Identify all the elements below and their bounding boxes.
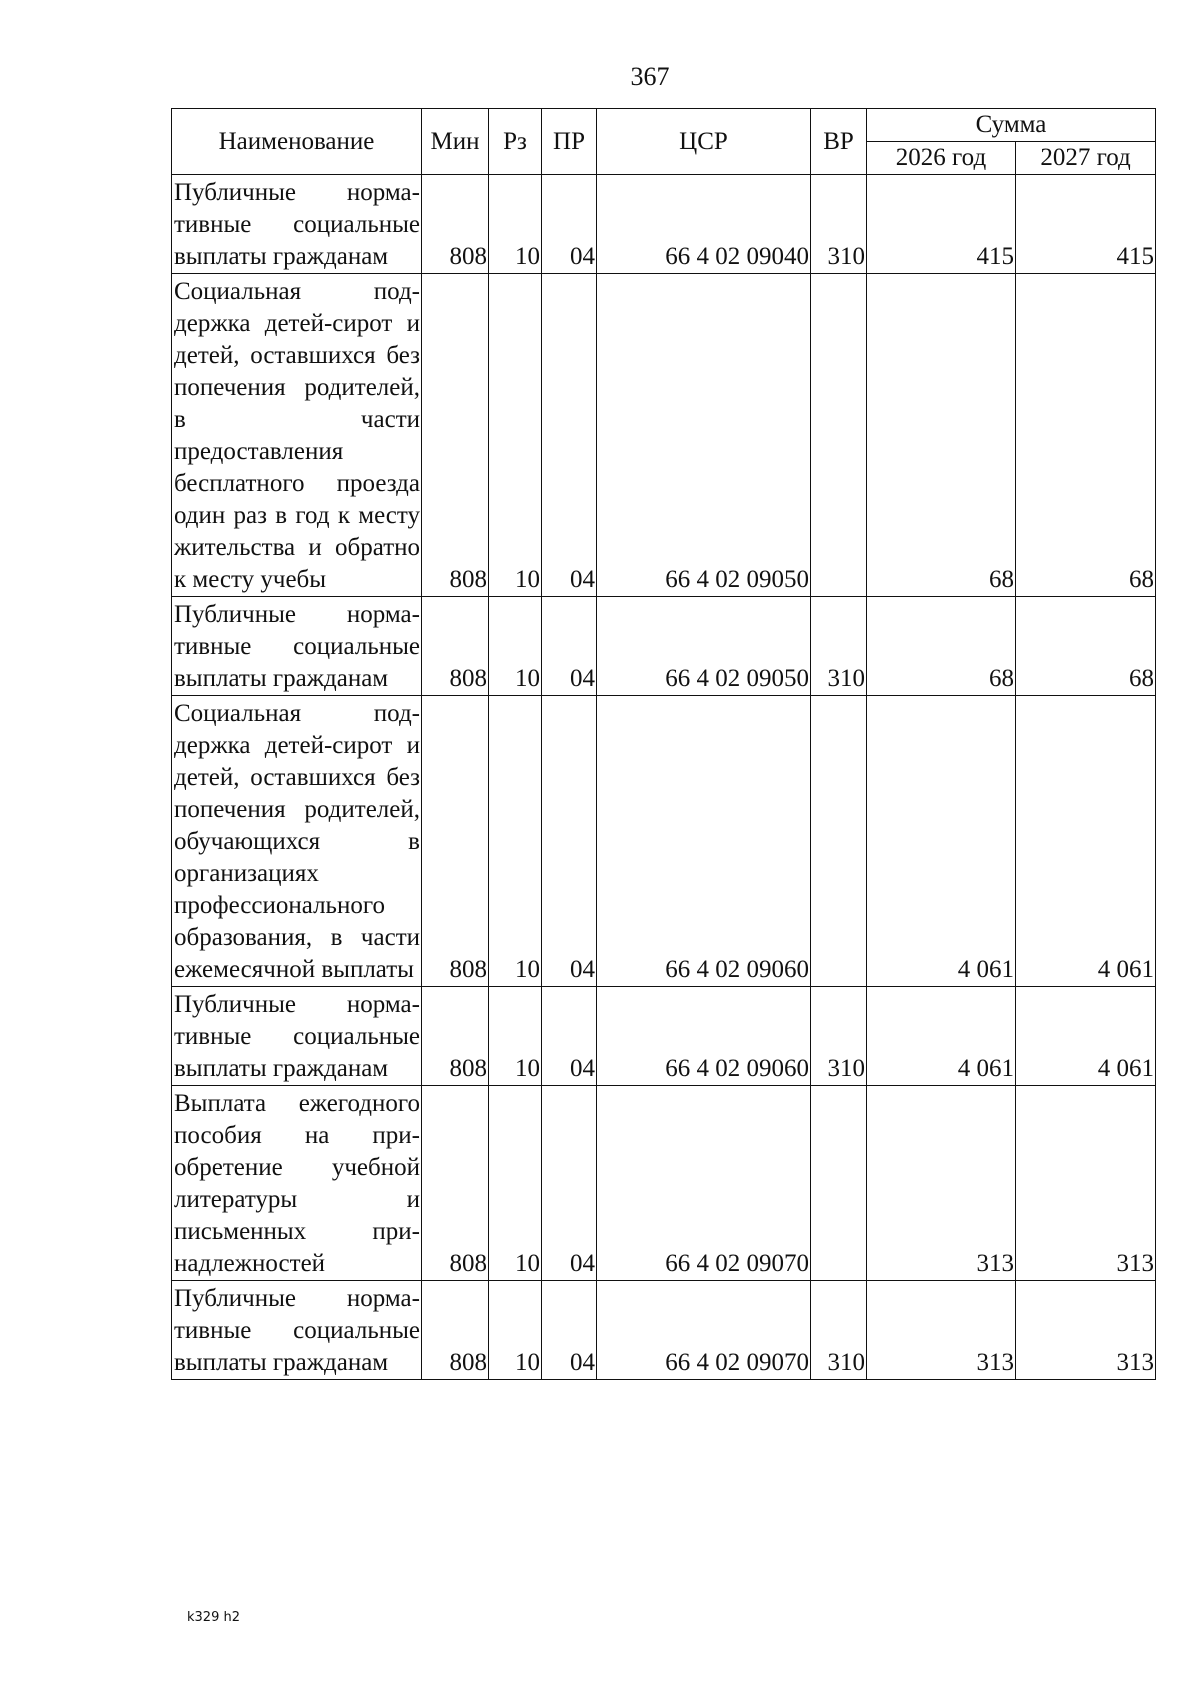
table-row xyxy=(172,1086,1156,1281)
row-rz: 10 xyxy=(489,1281,542,1380)
row-min: 808 xyxy=(422,1281,489,1380)
row-min: 808 xyxy=(422,274,489,597)
header-pr: ПР xyxy=(542,109,597,175)
row-rz: 10 xyxy=(489,274,542,597)
row-rz: 10 xyxy=(489,1086,542,1281)
row-pr: 04 xyxy=(542,274,597,597)
row-pr: 04 xyxy=(542,1281,597,1380)
row-name: Социальная поддержка детей-сирот и детей, оставшихся без попечения родителей, в части предоставления бесплатного проезда один раз в год к месту жительства и обратно к месту учебы xyxy=(172,274,422,597)
row-pr: 04 xyxy=(542,597,597,696)
table-row xyxy=(172,274,1156,597)
budget-table xyxy=(171,108,1156,1380)
row-min: 808 xyxy=(422,175,489,274)
header-csr: ЦСР xyxy=(597,109,811,175)
row-rz: 10 xyxy=(489,597,542,696)
footer-code: k329 h2 xyxy=(187,1610,240,1625)
row-rz: 10 xyxy=(489,696,542,987)
header-name: Наименование xyxy=(172,109,422,175)
row-csr: 66 4 02 09070 xyxy=(597,1281,811,1380)
row-sum-2027: 68 xyxy=(1016,274,1156,597)
header-min: Мин xyxy=(422,109,489,175)
table-header-row xyxy=(172,109,1156,142)
row-csr: 66 4 02 09050 xyxy=(597,597,811,696)
table-row xyxy=(172,175,1156,274)
row-name: Публичные нормативные социальные выплаты гражданам xyxy=(172,597,422,696)
row-vr xyxy=(811,696,867,987)
row-sum-2026: 68 xyxy=(867,274,1016,597)
row-name: Публичные нормативные социальные выплаты гражданам xyxy=(172,987,422,1086)
table-row xyxy=(172,597,1156,696)
row-pr: 04 xyxy=(542,1086,597,1281)
row-sum-2026: 68 xyxy=(867,597,1016,696)
row-csr: 66 4 02 09050 xyxy=(597,274,811,597)
table-row xyxy=(172,987,1156,1086)
header-year-2027: 2027 год xyxy=(1016,142,1156,175)
row-min: 808 xyxy=(422,696,489,987)
row-sum-2027: 313 xyxy=(1016,1086,1156,1281)
table-row xyxy=(172,1281,1156,1380)
row-name: Социальная поддержка детей-сирот и детей, оставшихся без попечения родителей, обучающихся в организациях профессионального образования, в части ежемесячной выплаты xyxy=(172,696,422,987)
row-name: Публичные нормативные социальные выплаты гражданам xyxy=(172,1281,422,1380)
header-year-2026: 2026 год xyxy=(867,142,1016,175)
header-vr: ВР xyxy=(811,109,867,175)
row-pr: 04 xyxy=(542,175,597,274)
header-sum: Сумма xyxy=(867,109,1156,142)
row-sum-2026: 313 xyxy=(867,1086,1016,1281)
row-vr: 310 xyxy=(811,175,867,274)
row-csr: 66 4 02 09060 xyxy=(597,696,811,987)
row-csr: 66 4 02 09040 xyxy=(597,175,811,274)
row-sum-2026: 4 061 xyxy=(867,987,1016,1086)
row-sum-2026: 313 xyxy=(867,1281,1016,1380)
row-sum-2027: 68 xyxy=(1016,597,1156,696)
row-min: 808 xyxy=(422,1086,489,1281)
page-number: 367 xyxy=(630,62,670,91)
row-sum-2027: 4 061 xyxy=(1016,987,1156,1086)
row-pr: 04 xyxy=(542,987,597,1086)
row-name: Публичные нормативные социальные выплаты гражданам xyxy=(172,175,422,274)
row-sum-2026: 4 061 xyxy=(867,696,1016,987)
table-row xyxy=(172,696,1156,987)
row-vr: 310 xyxy=(811,597,867,696)
row-sum-2027: 415 xyxy=(1016,175,1156,274)
row-min: 808 xyxy=(422,597,489,696)
header-rz: Рз xyxy=(489,109,542,175)
row-min: 808 xyxy=(422,987,489,1086)
row-vr: 310 xyxy=(811,987,867,1086)
row-rz: 10 xyxy=(489,987,542,1086)
row-vr: 310 xyxy=(811,1281,867,1380)
row-rz: 10 xyxy=(489,175,542,274)
row-vr xyxy=(811,274,867,597)
row-csr: 66 4 02 09060 xyxy=(597,987,811,1086)
row-vr xyxy=(811,1086,867,1281)
row-pr: 04 xyxy=(542,696,597,987)
row-csr: 66 4 02 09070 xyxy=(597,1086,811,1281)
row-name: Выплата ежегодного пособия на приобретение учебной литературы и письменных принадлежностей xyxy=(172,1086,422,1281)
row-sum-2027: 4 061 xyxy=(1016,696,1156,987)
row-sum-2026: 415 xyxy=(867,175,1016,274)
row-sum-2027: 313 xyxy=(1016,1281,1156,1380)
